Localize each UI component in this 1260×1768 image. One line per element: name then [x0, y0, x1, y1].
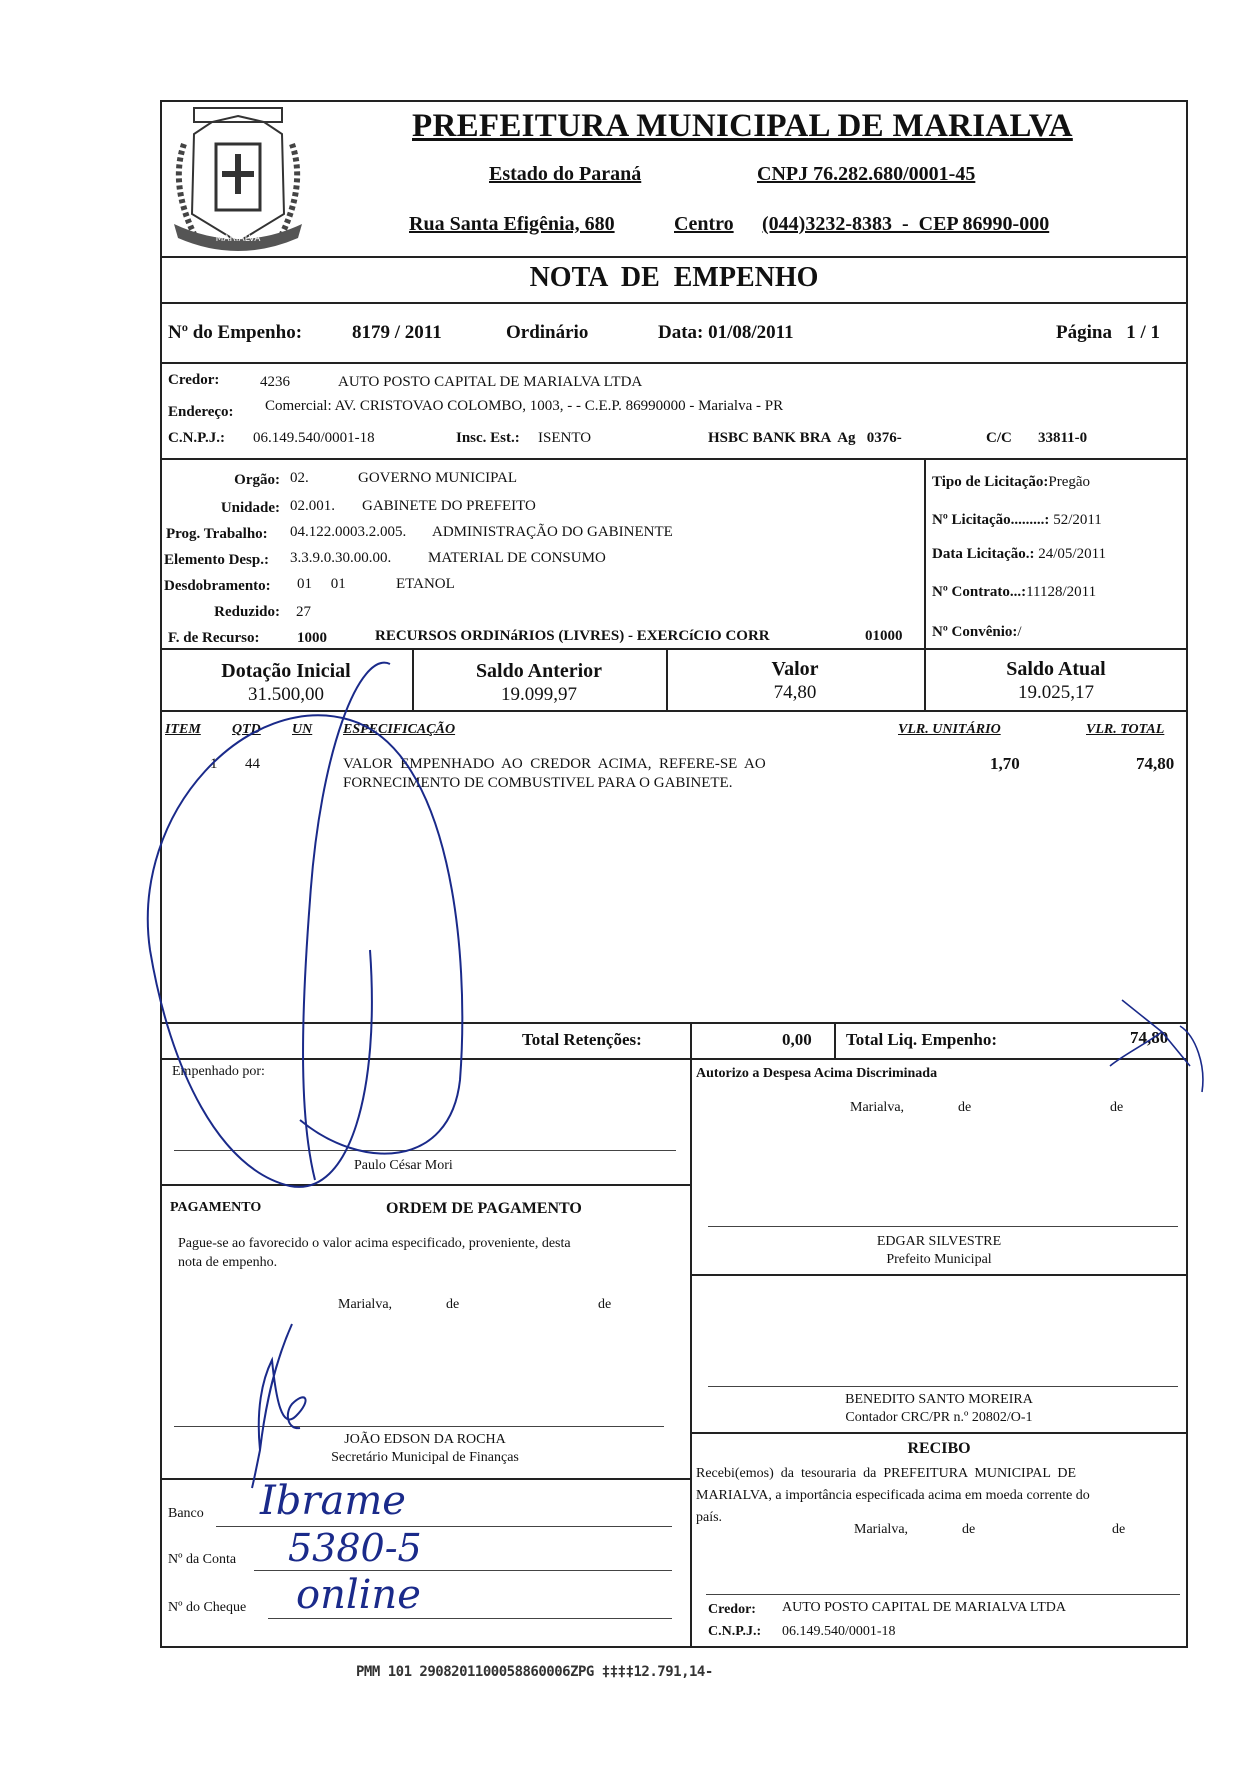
- dotacao-label: Dotação Inicial: [221, 660, 351, 682]
- item-qtd: 44: [245, 756, 260, 772]
- autorizo-label: Autorizo a Despesa Acima Discriminada: [696, 1066, 938, 1081]
- recibo-line2: MARIALVA, a importância especificada acima em moeda corrente do: [696, 1488, 1090, 1503]
- recibo-cnpj: 06.149.540/0001-18: [782, 1624, 896, 1639]
- prefeito-name: EDGAR SILVESTRE: [876, 1234, 1002, 1249]
- insc-value: ISENTO: [538, 430, 592, 446]
- secretario-name: JOÃO EDSON DA ROCHA: [344, 1432, 506, 1447]
- contador-name: BENEDITO SANTO MOREIRA: [845, 1392, 1033, 1407]
- empenhado-label: Empenhado por:: [172, 1064, 265, 1079]
- secretario-role: Secretário Municipal de Finanças: [331, 1450, 519, 1465]
- prog-code: 04.122.0003.2.005.: [290, 524, 407, 540]
- header-neighborhood: Centro: [674, 213, 734, 235]
- recibo-de2: de: [1112, 1522, 1126, 1537]
- pagamento-text-line1: Pague-se ao favorecido o valor acima especificado, proveniente, desta: [178, 1236, 571, 1251]
- recibo-line1: Recebi(emos) da tesouraria da PREFEITURA MUNICIPAL DE: [696, 1466, 1077, 1481]
- cc-value: 33811-0: [1038, 430, 1088, 446]
- autorizo-de2: de: [1110, 1100, 1124, 1115]
- state-name: Estado do Paraná: [489, 163, 642, 185]
- recibo-line3: país.: [696, 1510, 723, 1525]
- empenhado-name: Paulo César Mori: [354, 1158, 453, 1173]
- empenho-date: Data: 01/08/2011: [658, 322, 794, 343]
- unidade-label: Unidade:: [220, 500, 280, 516]
- prog-name: ADMINISTRAÇÃO DO GABINENTE: [432, 524, 673, 540]
- header-cnpj: CNPJ 76.282.680/0001-45: [757, 163, 976, 185]
- pagamento-de1: de: [446, 1297, 460, 1312]
- recibo-credor: AUTO POSTO CAPITAL DE MARIALVA LTDA: [782, 1600, 1066, 1615]
- desdobramento-code: 01 01: [297, 576, 346, 592]
- col-vlr-total: VLR. TOTAL: [1086, 722, 1165, 737]
- saldo-atual-label: Saldo Atual: [1006, 658, 1106, 680]
- elemento-name: MATERIAL DE CONSUMO: [428, 550, 606, 566]
- orgao-name: GOVERNO MUNICIPAL: [358, 470, 518, 486]
- saldo-atual-value: 19.025,17: [1018, 682, 1094, 703]
- empenho-number-label: Nº do Empenho:: [168, 322, 303, 343]
- ordem-pagamento-title: ORDEM DE PAGAMENTO: [386, 1200, 582, 1217]
- desdobramento-label: Desdobramento:: [164, 578, 271, 594]
- saldo-anterior-value: 19.099,97: [501, 684, 577, 705]
- document-title: NOTA DE EMPENHO: [529, 262, 819, 293]
- credor-address: Comercial: AV. CRISTOVAO COLOMBO, 1003, - - C.E.P. 86990000 - Marialva - PR: [265, 398, 784, 414]
- unidade-name: GABINETE DO PREFEITO: [362, 498, 536, 514]
- num-licitacao-label: Nº Licitação.........: 52/2011: [932, 512, 1102, 528]
- tipo-licitacao-label: Tipo de Licitação:Pregão: [932, 474, 1091, 490]
- retencoes-label: Total Retenções:: [522, 1030, 642, 1049]
- recibo-cnpj-label: C.N.P.J.:: [708, 1624, 762, 1639]
- credor-label: Credor:: [168, 372, 220, 388]
- reduzido-label: Reduzido:: [214, 604, 280, 620]
- prefeito-role: Prefeito Municipal: [886, 1252, 992, 1267]
- tipo-licitacao: Pregão: [1048, 474, 1091, 490]
- col-item: ITEM: [165, 722, 201, 737]
- orgao-code: 02.: [290, 470, 309, 486]
- num-licitacao: 52/2011: [1053, 512, 1102, 528]
- recurso-name: RECURSOS ORDINáRIOS (LIVRES) - EXERCíCIO CORR: [375, 628, 770, 644]
- insc-label: Insc. Est.:: [456, 430, 520, 446]
- retencoes-value: 0,00: [782, 1030, 812, 1049]
- credor-cnpj: 06.149.540/0001-18: [253, 430, 375, 446]
- liq-empenho-label: Total Liq. Empenho:: [846, 1030, 997, 1049]
- empenho-type: Ordinário: [506, 322, 589, 343]
- cheque-handwritten: online: [296, 1572, 421, 1618]
- item-espec-line1: VALOR EMPENHADO AO CREDOR ACIMA, REFERE-SE AO: [343, 756, 766, 772]
- credor-cnpj-label: C.N.P.J.:: [168, 430, 225, 446]
- recurso-number: 01000: [865, 628, 903, 644]
- desdobramento-name: ETANOL: [396, 576, 455, 592]
- recibo-de1: de: [962, 1522, 976, 1537]
- recurso-label: F. de Recurso:: [168, 630, 260, 646]
- col-vlr-unitario: VLR. UNITÁRIO: [898, 722, 1001, 737]
- municipal-crest-icon: [164, 104, 312, 254]
- header-phone-cep: (044)3232-8383 - CEP 86990-000: [762, 213, 1050, 235]
- data-licitacao-label: Data Licitação.: 24/05/2011: [932, 546, 1107, 562]
- liq-empenho-value: 74,80: [1130, 1028, 1169, 1047]
- recibo-credor-label: Credor:: [708, 1602, 756, 1617]
- credor-code: 4236: [260, 374, 290, 390]
- contrato-label: Nº Contrato...:11128/2011: [932, 584, 1097, 600]
- item-total: 74,80: [1136, 754, 1175, 773]
- bank-info: HSBC BANK BRA Ag 0376-: [708, 430, 902, 446]
- pagamento-de2: de: [598, 1297, 612, 1312]
- conta-handwritten: 5380-5: [288, 1526, 422, 1570]
- convenio-number: /: [1017, 624, 1022, 640]
- orgao-label: Orgão:: [234, 472, 280, 488]
- recibo-place: Marialva,: [854, 1522, 909, 1537]
- pagamento-text-line2: nota de empenho.: [178, 1255, 278, 1270]
- empenho-number: 8179 / 2011: [352, 322, 442, 343]
- dotacao-value: 31.500,00: [248, 684, 324, 705]
- banco-label: Banco: [168, 1506, 204, 1521]
- saldo-anterior-label: Saldo Anterior: [475, 660, 603, 682]
- credor-name: AUTO POSTO CAPITAL DE MARIALVA LTDA: [338, 374, 643, 390]
- col-qtd: QTD: [232, 722, 261, 737]
- autorizo-de1: de: [958, 1100, 972, 1115]
- recibo-title: RECIBO: [907, 1440, 971, 1457]
- valor-value: 74,80: [773, 682, 817, 703]
- item-unit-price: 1,70: [990, 754, 1020, 773]
- valor-label: Valor: [771, 658, 819, 680]
- pagamento-label: PAGAMENTO: [170, 1200, 262, 1215]
- item-number: 1: [210, 756, 218, 772]
- contrato-number: 11128/2011: [1026, 584, 1097, 600]
- data-licitacao: 24/05/2011: [1038, 546, 1107, 562]
- cheque-label: Nº do Cheque: [168, 1600, 247, 1615]
- col-especificacao: ESPECIFICAÇÃO: [343, 722, 456, 737]
- page-number: Página 1 / 1: [1056, 322, 1160, 343]
- elemento-code: 3.3.9.0.30.00.00.: [290, 550, 392, 566]
- conta-label: Nº da Conta: [168, 1552, 237, 1567]
- convenio-label: Nº Convênio:/: [932, 624, 1022, 640]
- address-label: Endereço:: [168, 404, 234, 420]
- prog-label: Prog. Trabalho:: [166, 526, 268, 542]
- contador-role: Contador CRC/PR n.º 20802/O-1: [845, 1410, 1033, 1425]
- autorizo-place: Marialva,: [850, 1100, 905, 1115]
- item-espec-line2: FORNECIMENTO DE COMBUSTIVEL PARA O GABINETE.: [343, 775, 733, 791]
- header-address: Rua Santa Efigênia, 680: [409, 213, 615, 235]
- crest-banner-text: MARIALVA: [215, 234, 261, 244]
- page-title: PREFEITURA MUNICIPAL DE MARIALVA: [412, 108, 1073, 144]
- elemento-label: Elemento Desp.:: [164, 552, 269, 568]
- cc-label: C/C: [986, 430, 1012, 446]
- recurso-code: 1000: [297, 630, 327, 646]
- pagamento-place: Marialva,: [338, 1297, 393, 1312]
- reduzido-value: 27: [296, 604, 311, 620]
- unidade-code: 02.001.: [290, 498, 335, 514]
- footer-code: PMM 101 2908201100058860006ZPG ‡‡‡‡12.791,14-: [356, 1664, 713, 1680]
- col-un: UN: [292, 722, 313, 737]
- banco-handwritten: Ibrame: [260, 1478, 406, 1524]
